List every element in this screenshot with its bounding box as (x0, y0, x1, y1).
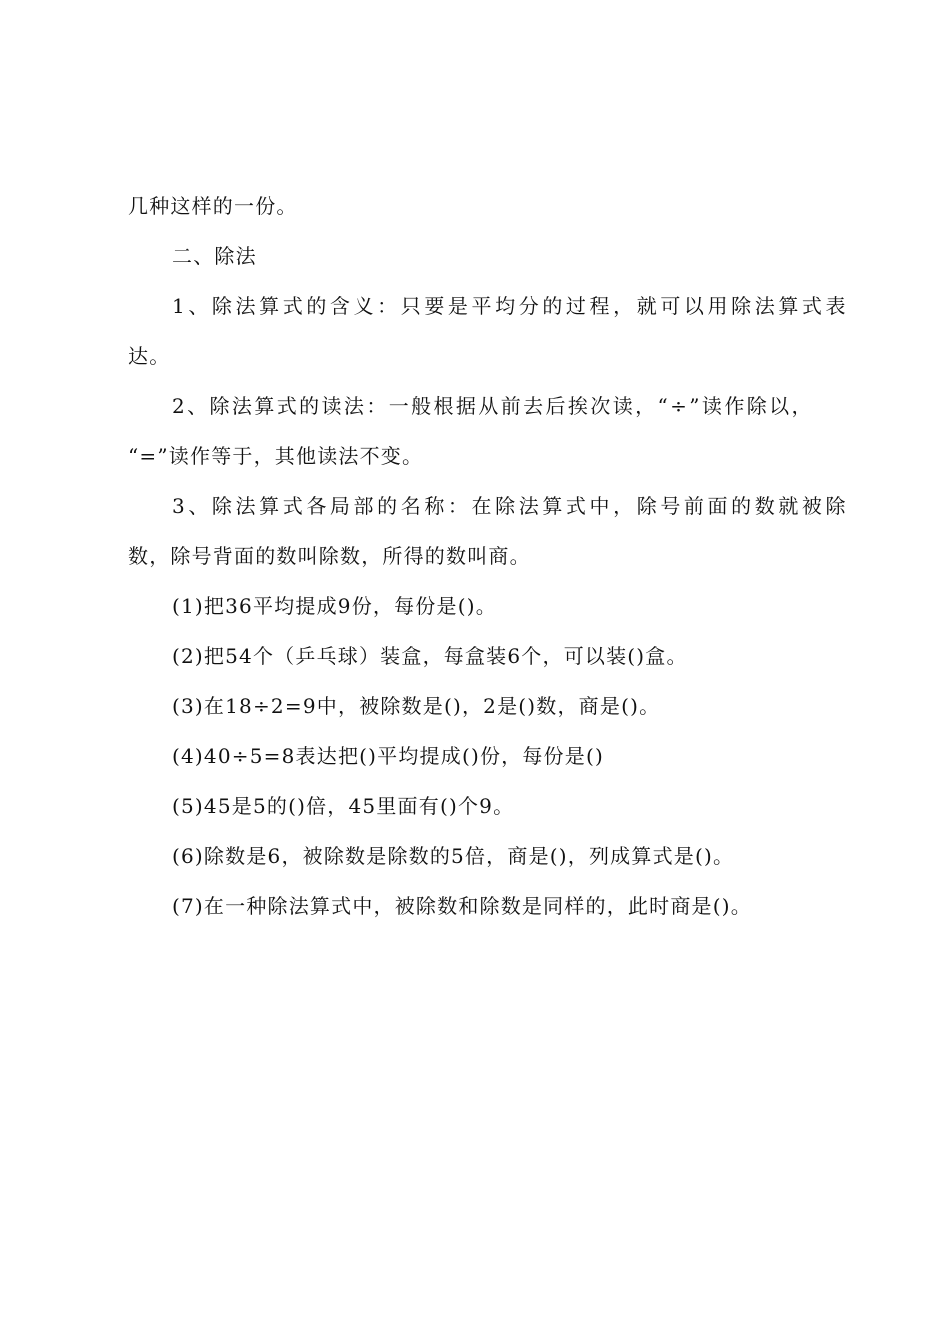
text-line-1: 几种这样的一份。 (128, 194, 298, 218)
exercise-3: (3)在18÷2=9中，被除数是()，2是()数，商是()。 (172, 694, 661, 718)
text-line-5: 2、除法算式的读法：一般根据从前去后挨次读，“÷”读作除以， (172, 394, 814, 418)
exercise-6: (6)除数是6，被除数是除数的5倍，商是()，列成算式是()。 (172, 844, 735, 868)
exercise-2: (2)把54个（乒乓球）装盒，每盒装6个，可以装()盒。 (172, 644, 688, 668)
exercise-7: (7)在一种除法算式中，被除数和除数是同样的，此时商是()。 (172, 894, 752, 918)
text-line-3: 1、除法算式的含义：只要是平均分的过程，就可以用除法算式表 (172, 294, 850, 318)
text-line-6: “=”读作等于，其他读法不变。 (128, 444, 424, 468)
text-line-4: 达。 (128, 344, 171, 368)
exercise-4: (4)40÷5=8表达把()平均提成()份，每份是() (172, 744, 604, 768)
exercise-5: (5)45是5的()倍，45里面有()个9。 (172, 794, 515, 818)
text-line-7: 3、除法算式各局部的名称：在除法算式中，除号前面的数就被除 (172, 494, 850, 518)
text-line-8: 数，除号背面的数叫除数，所得的数叫商。 (128, 544, 531, 568)
section-heading-division: 二、除法 (172, 244, 257, 268)
exercise-1: (1)把36平均提成9份，每份是()。 (172, 594, 497, 618)
